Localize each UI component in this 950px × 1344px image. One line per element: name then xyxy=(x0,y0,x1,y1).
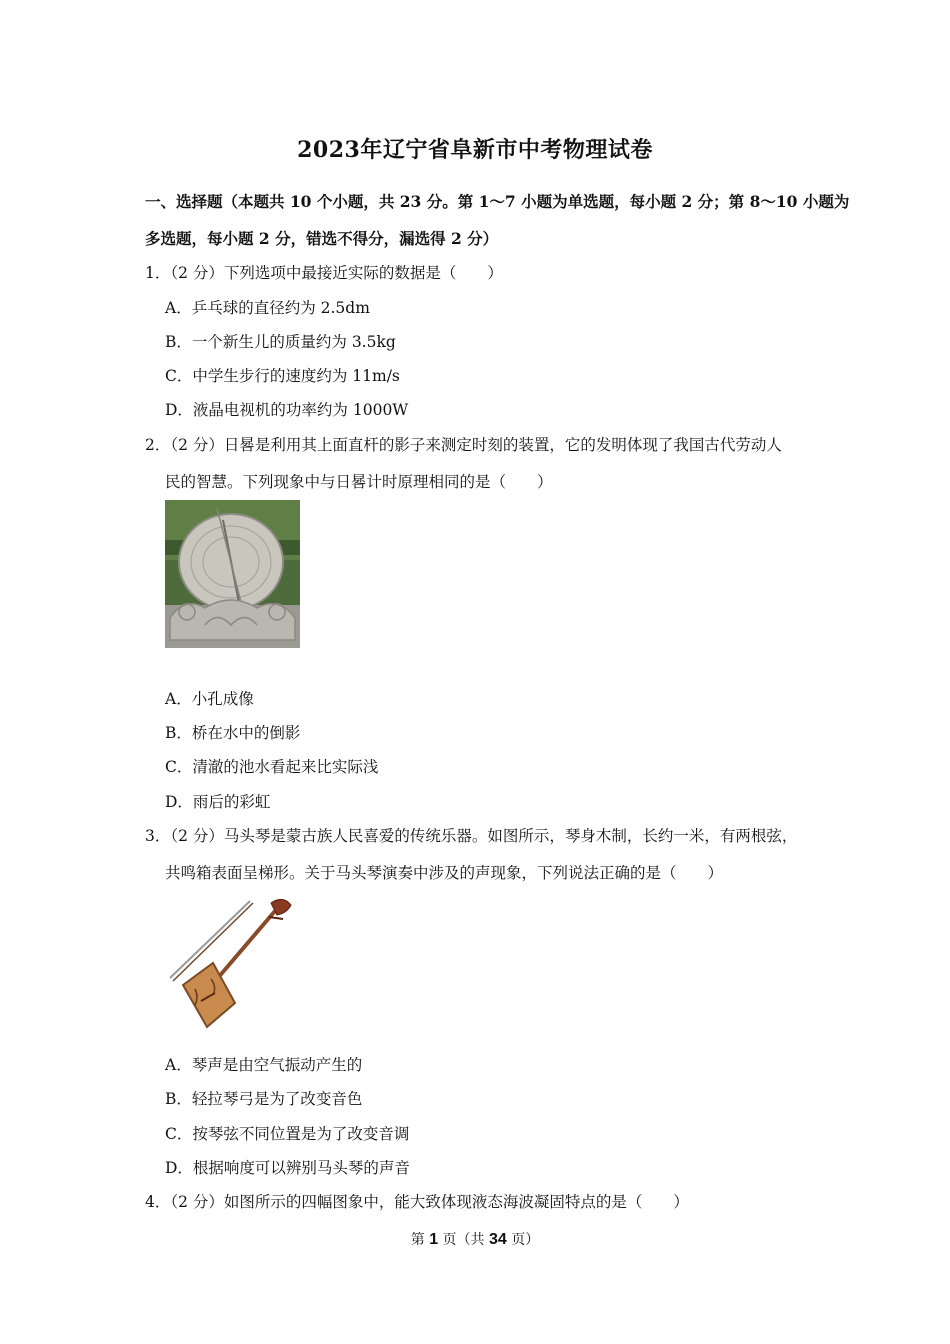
sundial-photo xyxy=(165,500,300,648)
page-title: 2023年辽宁省阜新市中考物理试卷 xyxy=(297,137,653,163)
question-1-option-a: A．乒乓球的直径约为 2.5dm xyxy=(165,299,370,317)
section-heading-line-1: 一、选择题（本题共 10 个小题，共 23 分。第 1～7 小题为单选题，每小题 2 分；第 8～10 小题为 xyxy=(145,192,850,211)
question-1-option-b: B．一个新生儿的质量约为 3.5kg xyxy=(165,333,396,351)
question-3-stem: 3．（2 分）马头琴是蒙古族人民喜爱的传统乐器。如图所示，琴身木制，长约一米，有两根弦， xyxy=(145,827,798,845)
question-2-stem-continued: 民的智慧。下列现象中与日晷计时原理相同的是（ ） xyxy=(165,473,553,491)
footer-page-number: 1 xyxy=(429,1231,439,1248)
page-footer xyxy=(0,1229,950,1249)
morin-khuur-photo xyxy=(165,893,305,1033)
question-2-option-b: B．桥在水中的倒影 xyxy=(165,724,301,742)
question-2-option-a: A．小孔成像 xyxy=(165,690,254,708)
question-3-stem-continued: 共鸣箱表面呈梯形。关于马头琴演奏中涉及的声现象，下列说法正确的是（ ） xyxy=(165,864,724,882)
question-3-option-a: A．琴声是由空气振动产生的 xyxy=(165,1056,363,1074)
question-2-option-c: C．清澈的池水看起来比实际浅 xyxy=(165,758,379,776)
footer-total-pages: 34 xyxy=(489,1231,507,1248)
question-2-stem: 2．（2 分）日晷是利用其上面直杆的影子来测定时刻的装置，它的发明体现了我国古代劳动人 xyxy=(145,436,782,454)
question-3-option-b: B．轻拉琴弓是为了改变音色 xyxy=(165,1090,363,1108)
footer-middle: 页（共 xyxy=(438,1232,489,1248)
question-1-stem: 1．（2 分）下列选项中最接近实际的数据是（ ） xyxy=(145,264,503,282)
question-1-option-c: C．中学生步行的速度约为 11m/s xyxy=(165,367,400,385)
footer-suffix: 页） xyxy=(506,1232,540,1248)
question-4-stem: 4．（2 分）如图所示的四幅图象中，能大致体现液态海波凝固特点的是（ ） xyxy=(145,1193,689,1211)
question-3-option-c: C．按琴弦不同位置是为了改变音调 xyxy=(165,1125,410,1143)
question-3-option-d: D．根据响度可以辨别马头琴的声音 xyxy=(165,1159,410,1177)
question-1-option-d: D．液晶电视机的功率约为 1000W xyxy=(165,401,409,419)
footer-prefix: 第 xyxy=(410,1232,430,1248)
question-2-option-d: D．雨后的彩虹 xyxy=(165,793,271,811)
section-heading-line-2: 多选题，每小题 2 分，错选不得分，漏选得 2 分） xyxy=(145,229,499,248)
